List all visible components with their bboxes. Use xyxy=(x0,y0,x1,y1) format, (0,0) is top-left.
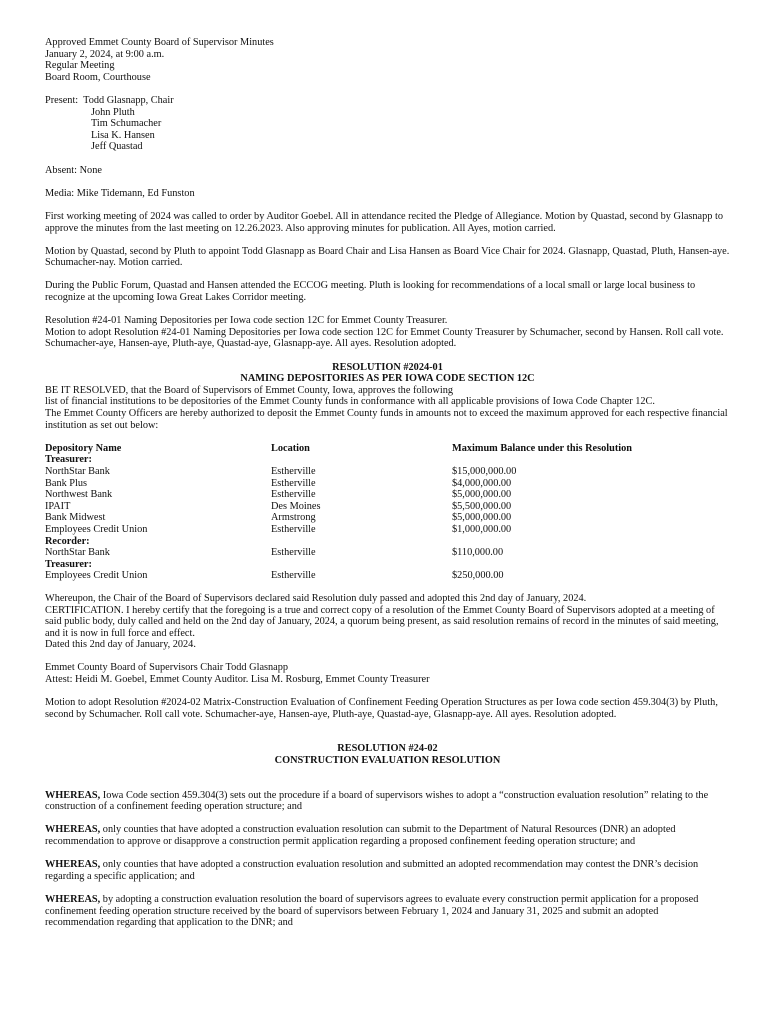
table-row xyxy=(45,478,730,490)
whereas-label: WHEREAS, xyxy=(45,859,101,871)
section-label: Treasurer: xyxy=(45,558,92,570)
depository-max-balance: $5,000,000.00 xyxy=(452,512,512,524)
whereas-text: by adopting a construction evaluation resolution the board of supervisors agrees to evaluate every construction permit application for a proposed confinement feeding operation structure received by the board of supervisors between February 1, 2024 and January 31, 2025 and submit an adopted recommendation regarding that application to the DNR; and xyxy=(45,893,699,929)
resolution-01-motion xyxy=(45,315,730,350)
table-row xyxy=(45,501,730,513)
depository-location: Des Moines xyxy=(271,500,321,512)
resolution-01-text: list of financial institutions to be depositories of the Emmet County funds in conformance with all applicable provisions of Iowa Code Chapter 12C. xyxy=(45,396,655,408)
depository-max-balance: $15,000,000.00 xyxy=(452,465,517,477)
certification-text: CERTIFICATION. I hereby certify that the foregoing is a true and correct copy of a resolution of the Emmet County Board of Supervisors adopted at a meeting of said public body, duly called and held on the 2nd day of January, 2024, a quorum being present, as said resolution remains of record in the minutes of said meeting, and it is now in full force and effect. xyxy=(45,604,719,639)
depository-max-balance: $250,000.00 xyxy=(452,570,504,582)
resolution-01-heading: Resolution #24-01 Naming Depositories per Iowa code section 12C for Emmet County Treasurer. xyxy=(45,315,448,327)
present-member: Lisa K. Hansen xyxy=(91,129,155,141)
depository-location: Estherville xyxy=(271,523,316,535)
depository-location: Armstrong xyxy=(271,512,316,524)
depository-location: Estherville xyxy=(271,489,316,501)
board-chair-motion: Motion by Quastad, second by Pluth to appoint Todd Glasnapp as Board Chair and Lisa Hansen as Board Vice Chair for 2024. Glasnapp, Quastad, Pluth, Hansen-aye. Schumacher-nay. Motion carried. xyxy=(45,245,730,269)
meeting-location: Board Room, Courthouse xyxy=(45,71,151,83)
table-row xyxy=(45,547,730,559)
resolution-01-text: The Emmet County Officers are hereby authorized to deposit the Emmet County funds in amounts not to exceed the maximum approved for each respective financial institution as set out below: xyxy=(45,408,728,431)
depository-name: Bank Midwest xyxy=(45,512,106,524)
depository-name: Northwest Bank xyxy=(45,489,113,501)
meeting-type: Regular Meeting xyxy=(45,60,115,72)
table-row xyxy=(45,524,730,536)
media-line: Media: Mike Tidemann, Ed Funston xyxy=(45,187,195,199)
minutes-document xyxy=(45,37,730,929)
depository-table xyxy=(45,443,730,582)
depository-name: Employees Credit Union xyxy=(45,523,148,535)
chair-signature-line: Emmet County Board of Supervisors Chair Todd Glasnapp xyxy=(45,662,289,674)
whereas-clause xyxy=(45,790,730,813)
resolution-01-text: BE IT RESOLVED, that the Board of Supervisors of Emmet County, Iowa, approves the following xyxy=(45,384,454,396)
resolution-02-motion: Motion to adopt Resolution #2024-02 Matrix-Construction Evaluation of Confinement Feeding Operation Structures as per Iowa code section 459.304(3) by Pluth, second by Schumacher. Roll call vote. Schumacher-aye, Hansen-aye, Pluth-aye, Quastad-aye, Glasnapp-aye. All ayes. Resolution adopted. xyxy=(45,697,718,720)
whereas-label: WHEREAS, xyxy=(45,824,101,836)
table-section-row xyxy=(45,559,730,571)
depository-name: NorthStar Bank xyxy=(45,465,110,477)
public-forum-paragraph: During the Public Forum, Quastad and Hansen attended the ECCOG meeting. Pluth is looking for recommendations of a local small or large local business to recognize at the upcoming Iowa Great Lakes Corridor meeting. xyxy=(45,280,696,304)
depository-location: Estherville xyxy=(271,477,316,489)
table-header-row xyxy=(45,443,730,455)
depository-location: Estherville xyxy=(271,465,316,477)
depository-name: Employees Credit Union xyxy=(45,570,148,582)
attest-line: Attest: Heidi M. Goebel, Emmet County Auditor. Lisa M. Rosburg, Emmet County Treasurer xyxy=(45,674,430,686)
table-row xyxy=(45,512,730,524)
column-header: Depository Name xyxy=(45,442,122,454)
depository-name: NorthStar Bank xyxy=(45,547,110,559)
depository-max-balance: $110,000.00 xyxy=(452,547,504,559)
section-label: Recorder: xyxy=(45,535,90,547)
whereas-label: WHEREAS, xyxy=(45,789,101,801)
depository-max-balance: $4,000,000.00 xyxy=(452,477,512,489)
whereas-clause xyxy=(45,859,730,882)
present-member: John Pluth xyxy=(91,106,135,118)
signature-block xyxy=(45,662,730,685)
table-row xyxy=(45,489,730,501)
table-row xyxy=(45,466,730,478)
absent-line: Absent: None xyxy=(45,164,102,176)
resolution-01-vote: Motion to adopt Resolution #24-01 Naming Depositories per Iowa code section 12C for Emmet County Treasurer by Schumacher, second by Hansen. Roll call vote. Schumacher-aye, Hansen-aye, Pluth-aye, Quastad-aye, Glasnapp-aye. All ayes. Resolution adopted. xyxy=(45,326,724,350)
resolution-01-subtitle: NAMING DEPOSITORIES AS PER IOWA CODE SECTION 12C xyxy=(240,373,535,385)
depository-max-balance: $5,000,000.00 xyxy=(452,489,512,501)
present-label: Present: xyxy=(45,94,79,106)
call-to-order-paragraph: First working meeting of 2024 was called to order by Auditor Goebel. All in attendance recited the Pledge of Allegiance. Motion by Quastad, second by Glasnapp to approve the minutes from the last meeting on 12.26.2023. Also approving minutes for publication. All Ayes, motion carried. xyxy=(45,210,724,234)
depository-name: Bank Plus xyxy=(45,477,88,489)
whereas-clause xyxy=(45,824,730,847)
whereas-clause xyxy=(45,894,730,929)
whereas-text: Iowa Code section 459.304(3) sets out the procedure if a board of supervisors wishes to adopt a “construction evaluation resolution” relating to the construction of a confinement feeding operation structure; and xyxy=(45,789,709,813)
present-first xyxy=(45,95,730,107)
resolution-02-subtitle: CONSTRUCTION EVALUATION RESOLUTION xyxy=(274,755,501,767)
whereupon-line: Whereupon, the Chair of the Board of Supervisors declared said Resolution duly passed and adopted this 2nd day of January, 2024. xyxy=(45,592,587,604)
depository-location: Estherville xyxy=(271,547,316,559)
whereas-text: only counties that have adopted a construction evaluation resolution and submitted an adopted recommendation may contest the DNR’s decision regarding a specific application; and xyxy=(45,859,699,882)
table-section-row xyxy=(45,454,730,466)
column-header: Location xyxy=(271,442,310,454)
whereas-label: WHEREAS, xyxy=(45,893,101,905)
present-member: Todd Glasnapp, Chair xyxy=(83,94,174,106)
certification-block xyxy=(45,593,730,651)
depository-max-balance: $5,500,000.00 xyxy=(452,500,512,512)
document-title: Approved Emmet County Board of Supervisor Minutes xyxy=(45,37,274,48)
present-member: Tim Schumacher xyxy=(91,118,162,130)
resolution-02 xyxy=(45,743,730,928)
whereas-text: only counties that have adopted a construction evaluation resolution can submit to the Department of Natural Resources (DNR) an adopted recommendation to approve or disapprove a construction permit application regarding a proposed confinement feeding operation structure; and xyxy=(45,824,676,847)
section-label: Treasurer: xyxy=(45,454,92,466)
depository-location: Estherville xyxy=(271,570,316,582)
present-list xyxy=(45,95,730,153)
table-section-row xyxy=(45,536,730,548)
meeting-date: January 2, 2024, at 9:00 a.m. xyxy=(45,48,165,60)
table-row xyxy=(45,570,730,582)
resolution-01-title: RESOLUTION #2024-01 xyxy=(332,361,443,373)
depository-max-balance: $1,000,000.00 xyxy=(452,523,512,535)
present-member: Jeff Quastad xyxy=(91,141,143,153)
resolution-01 xyxy=(45,362,730,432)
depository-name: IPAIT xyxy=(45,500,71,512)
column-header: Maximum Balance under this Resolution xyxy=(452,442,633,454)
minutes-header xyxy=(45,37,730,83)
dated-line: Dated this 2nd day of January, 2024. xyxy=(45,639,196,651)
resolution-02-title: RESOLUTION #24-02 xyxy=(337,743,438,755)
